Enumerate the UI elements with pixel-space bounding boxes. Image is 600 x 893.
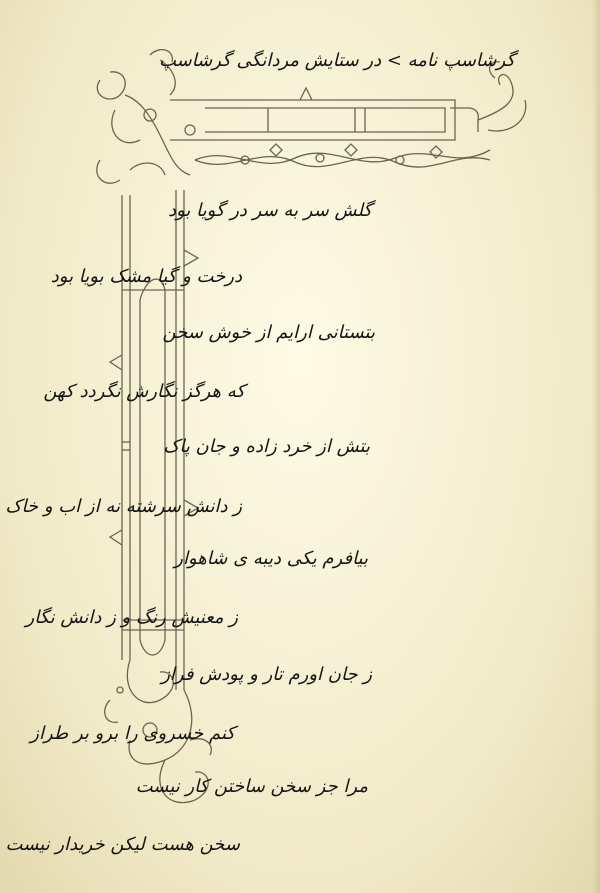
verse-line: ز دانش سرشته نه از اب و خاک — [5, 496, 242, 517]
verse-line: گلش سر به سر در گویا بود — [168, 200, 372, 221]
page-title: گرشاسپ نامه > در ستایش مردانگی گرشاسپ — [158, 50, 515, 71]
verse-line: کنم خسروی را برو بر طراز — [30, 723, 235, 744]
verse-line: مرا جز سخن ساختن کار نیست — [135, 776, 368, 797]
verse-line: درخت و گیا مشک بویا بود — [50, 266, 242, 287]
verse-line: ز جان اورم تار و پودش فراز — [161, 664, 372, 685]
verse-line: سخن هست لیکن خریدار نیست — [5, 834, 240, 855]
verse-line: بتستانی ارایم از خوش سخن — [162, 322, 375, 343]
verse-line: بیافرم یکی دیبه ی شاهوار — [174, 548, 368, 569]
verse-line: بتش از خرد زاده و جان پاک — [163, 436, 370, 457]
verse-line: که هرگز نگارش نگردد کهن — [43, 381, 245, 402]
verse-line: ز معنیش رنگ و ز دانش نگار — [25, 607, 238, 628]
